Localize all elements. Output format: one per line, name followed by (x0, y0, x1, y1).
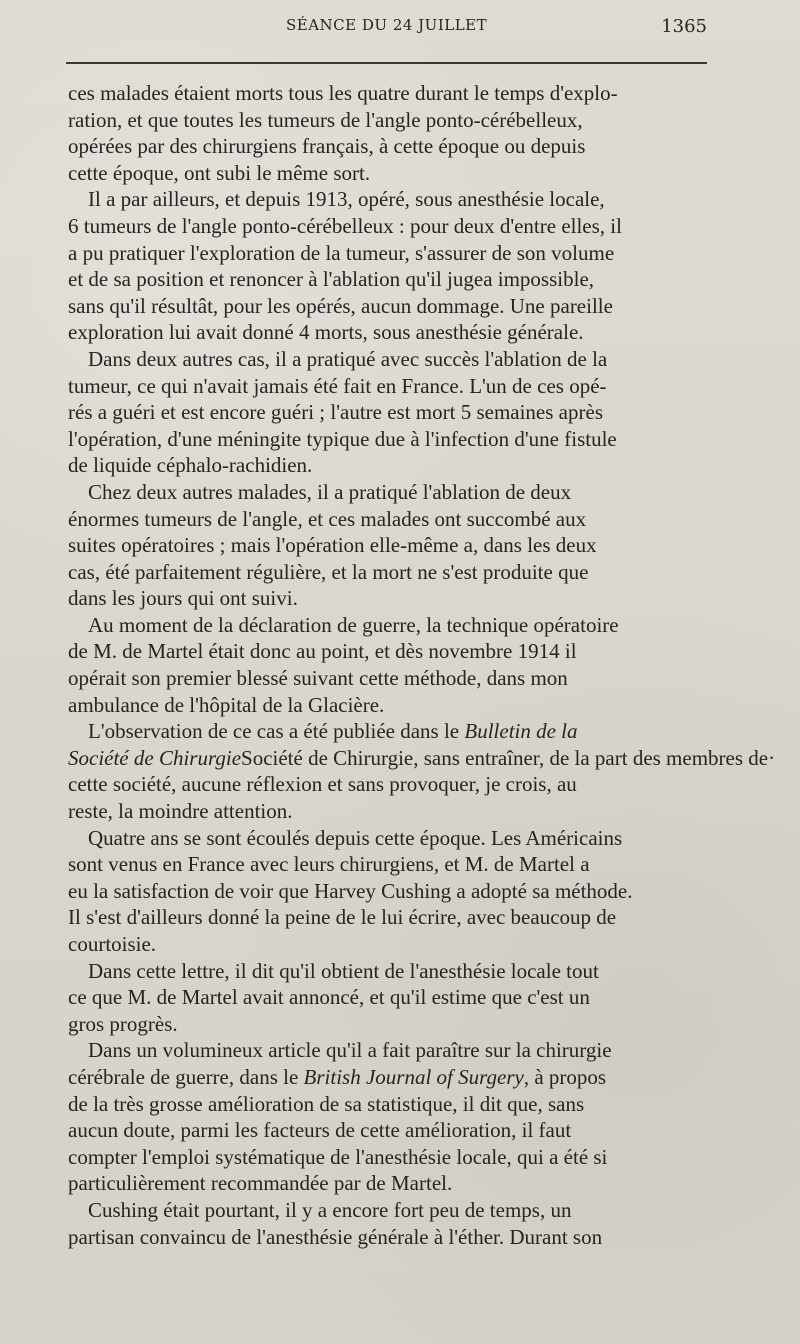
body-line: dans les jours qui ont suivi. (68, 586, 298, 611)
body-line: Dans un volumineux article qu'il a fait paraître sur la chirurgie (88, 1038, 612, 1063)
body-line-text: Société de Chirurgie, sans entraîner, de la part des membres de· (241, 745, 776, 770)
body-line: ambulance de l'hôpital de la Glacière. (68, 692, 385, 717)
body-line: sont venus en France avec leurs chirurgiens, et M. de Martel a (68, 852, 590, 877)
body-line: Chez deux autres malades, il a pratiqué l'ablation de deux (88, 479, 572, 504)
body-line: tumeur, ce qui n'avait jamais été fait en France. L'un de ces opé- (68, 373, 607, 398)
header-title: SÉANCE DU 24 JUILLET (286, 16, 488, 34)
body-line: eu la satisfaction de voir que Harvey Cushing a adopté sa méthode. (68, 878, 633, 903)
body-line: de liquide céphalo-rachidien. (68, 453, 313, 478)
page-body (68, 80, 776, 1250)
body-line: et de sa position et renoncer à l'ablation qu'il jugea impossible, (68, 267, 595, 292)
body-line-with-italic (68, 745, 776, 772)
body-line: cette époque, ont subi le même sort. (68, 160, 371, 185)
body-line: Cushing était pourtant, il y a encore fort peu de temps, un (88, 1197, 572, 1222)
body-line: opérées par des chirurgiens français, à cette époque ou depuis (68, 134, 586, 159)
body-line: Il a par ailleurs, et depuis 1913, opéré, sous anesthésie locale, (88, 187, 605, 212)
body-line: a pu pratiquer l'exploration de la tumeur, s'assurer de son volume (68, 240, 615, 265)
body-line: Dans deux autres cas, il a pratiqué avec succès l'ablation de la (88, 346, 608, 371)
header-rule (66, 62, 707, 64)
page-number: 1365 (661, 16, 707, 37)
italic-journal-title: British Journal of Surgery (303, 1064, 524, 1089)
body-line: compter l'emploi systématique de l'anesthésie locale, qui a été si (68, 1144, 608, 1169)
body-line: ces malades étaient morts tous les quatre durant le temps d'explo- (68, 81, 618, 105)
body-line: 6 tumeurs de l'angle ponto-cérébelleux : pour deux d'entre elles, il (68, 213, 622, 238)
body-line: de M. de Martel était donc au point, et dès novembre 1914 il (68, 639, 577, 664)
body-line: énormes tumeurs de l'angle, et ces malades ont succombé aux (68, 506, 587, 531)
body-line: sans qu'il résultât, pour les opérés, aucun dommage. Une pareille (68, 293, 613, 318)
body-line: Quatre ans se sont écoulés depuis cette époque. Les Américains (88, 825, 623, 850)
body-line: de la très grosse amélioration de sa statistique, il dit que, sans (68, 1091, 585, 1116)
running-header (66, 16, 707, 46)
body-line-text: cérébrale de guerre, dans le (68, 1064, 304, 1089)
body-line: opérait son premier blessé suivant cette méthode, dans mon (68, 666, 568, 691)
body-line: l'opération, d'une méningite typique due à l'infection d'une fistule (68, 426, 617, 451)
body-line: courtoisie. (68, 932, 157, 956)
body-line-text: L'observation de ce cas a été publiée dans le (88, 719, 465, 744)
body-line-with-italic (68, 718, 706, 745)
italic-societe-title: Société de Chirurgie (68, 745, 242, 770)
body-line-text: , à propos (523, 1064, 607, 1089)
body-line: particulièrement recommandée par de Martel. (68, 1171, 453, 1196)
body-line: Au moment de la déclaration de guerre, la technique opératoire (88, 612, 619, 637)
body-line: Dans cette lettre, il dit qu'il obtient de l'anesthésie locale tout (88, 958, 599, 983)
body-line: exploration lui avait donné 4 morts, sous anesthésie générale. (68, 320, 584, 345)
body-line: cette société, aucune réflexion et sans provoquer, je crois, au (68, 772, 577, 797)
body-line: Il s'est d'ailleurs donné la peine de le lui écrire, avec beaucoup de (68, 905, 617, 930)
body-line: partisan convaincu de l'anesthésie générale à l'éther. Durant son (68, 1224, 603, 1249)
italic-bulletin-title: Bulletin de la (464, 719, 578, 744)
body-line: rés a guéri et est encore guéri ; l'autre est mort 5 semaines après (68, 400, 603, 425)
body-line: cas, été parfaitement régulière, et la mort ne s'est produite que (68, 559, 589, 584)
body-line: reste, la moindre attention. (68, 799, 293, 824)
body-line: gros progrès. (68, 1011, 178, 1036)
body-line: ce que M. de Martel avait annoncé, et qu'il estime que c'est un (68, 985, 590, 1010)
body-line: aucun doute, parmi les facteurs de cette amélioration, il faut (68, 1118, 572, 1143)
body-line: suites opératoires ; mais l'opération elle-même a, dans les deux (68, 533, 597, 558)
body-line: ration, et que toutes les tumeurs de l'angle ponto-cérébelleux, (68, 107, 583, 132)
body-line-with-italic (68, 1064, 706, 1091)
